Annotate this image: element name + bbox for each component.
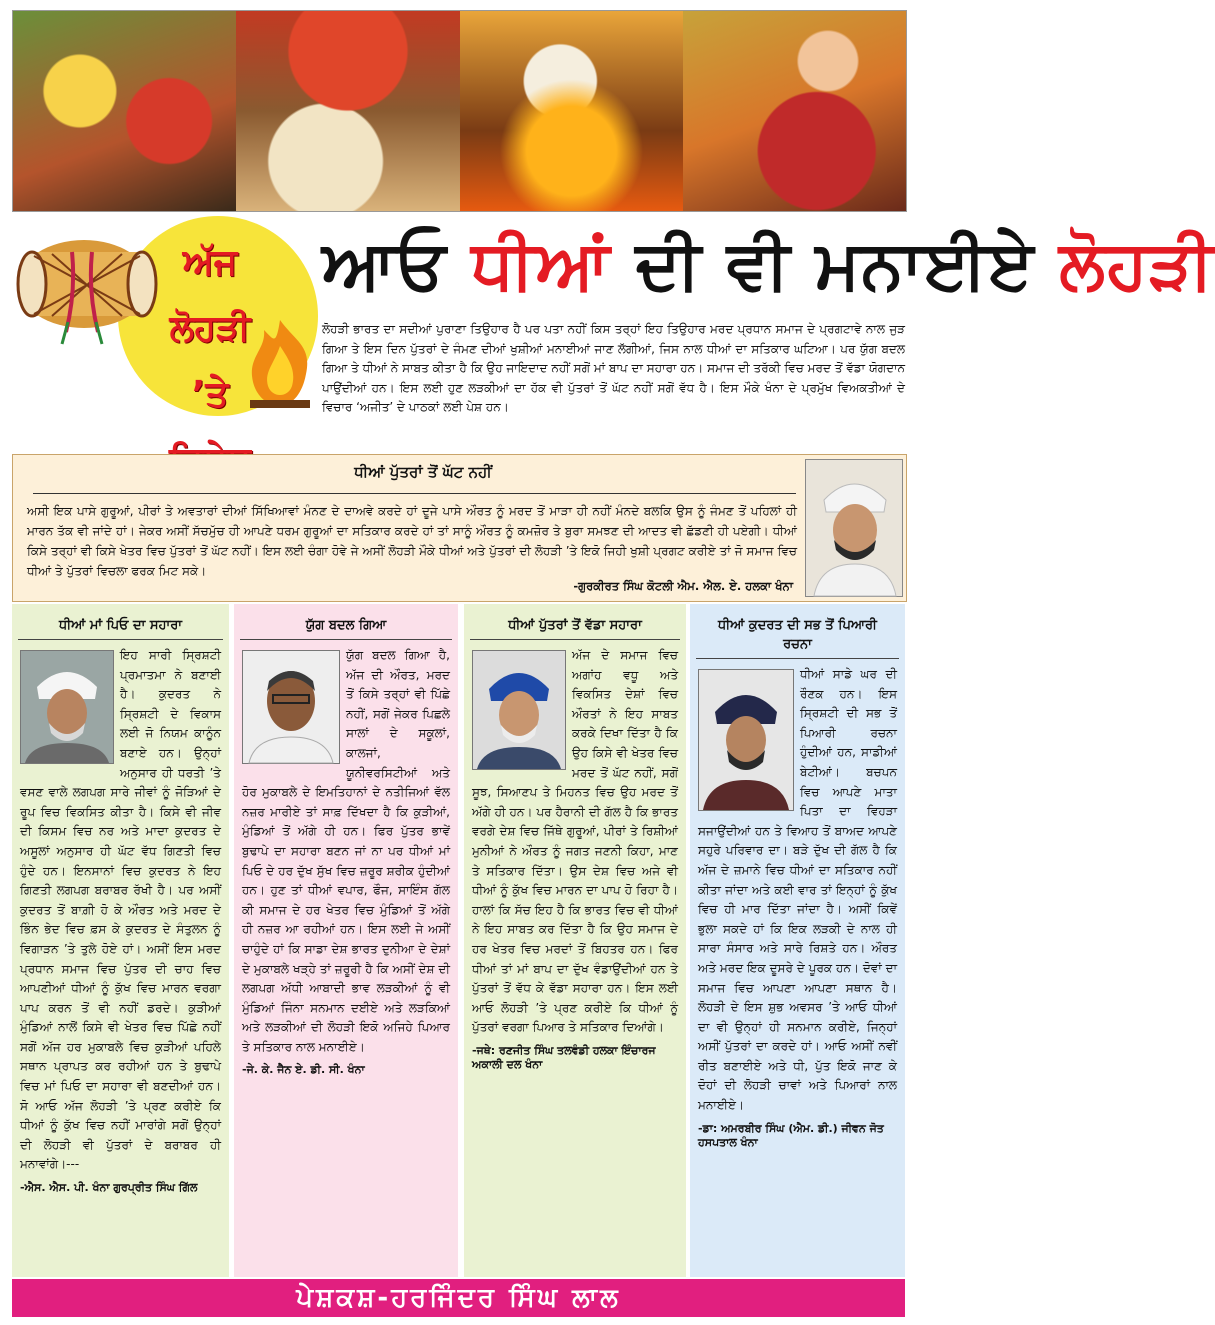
column-body: [472, 646, 678, 1038]
special-line: ’ਤੇ: [191, 374, 229, 415]
feature-box: [12, 454, 907, 602]
feature-text: ਅਸੀ ਇਕ ਪਾਸੇ ਗੁਰੂਆਂ, ਪੀਰਾਂ ਤੇ ਅਵਤਾਰਾਂ ਦੀਆਂ ਸਿੱਖਿਆਵਾਂ ਮੰਨਣ ਦੇ ਦਾਅਵੇ ਕਰਦੇ ਹਾਂ ਦੂਜੇ ਪਾਸੇ ਔਰਤ ਨੂੰ ਮਰਦ ਤੋਂ ਮਾੜਾ ਹੀ ਨਹੀਂ ਮੰਨਦੇ ਬਲਕਿ ਉਸ ਨੂੰ ਜੰਮਣ ਤੋਂ ਪਹਿਲਾਂ ਹੀ ਮਾਰਨ ਤੱਕ ਵੀ ਜਾਂਦੇ ਹਾਂ। ਜੇਕਰ ਅਸੀਂ ਸੱਚਮੁੱਚ ਹੀ ਆਪਣੇ ਧਰਮ ਗੁਰੂਆਂ ਦਾ ਸਤਿਕਾਰ ਕਰਦੇ ਹਾਂ ਤਾਂ ਸਾਨੂੰ ਔਰਤ ਨੂੰ ਕਮਜ਼ੋਰ ਤੇ ਬੁਰਾ ਸਮਝਣ ਦੀ ਆਦਤ ਵੀ ਛੱਡਣੀ ਹੀ ਪਏਗੀ। ਧੀਆਂ ਕਿਸੇ ਤਰ੍ਹਾਂ ਵੀ ਕਿਸੇ ਖੇਤਰ ਵਿਚ ਪੁੱਤਰਾਂ ਤੋਂ ਘੱਟ ਨਹੀਂ। ਇਸ ਲਈ ਚੰਗਾ ਹੋਵੇ ਜੇ ਅਸੀਂ ਲੋਹੜੀ ਮੌਕੇ ਧੀਆਂ ਅਤੇ ਪੁੱਤਰਾਂ ਦੀ ਲੋਹੜੀ ’ਤੇ ਇਕੋ ਜਿਹੀ ਖੁਸ਼ੀ ਪ੍ਰਗਟ ਕਰੀਏ ਤਾਂ ਜੋ ਸਮਾਜ ਵਿਚ ਧੀਆਂ ਤੇ ਪੁੱਤਰਾਂ ਵਿਚਲਾ ਫਰਕ ਮਿਟ ਸਕੇ।: [27, 504, 797, 578]
bonfire-dancer-photo: [683, 11, 906, 211]
portrait-photo: [20, 650, 114, 764]
portrait-photo: [472, 650, 566, 770]
column-text: ਧੀਆਂ ਸਾਡੇ ਘਰ ਦੀ ਰੌਣਕ ਹਨ। ਇਸ ਸ੍ਰਿਸ਼ਟੀ ਦੀ ਸਭ ਤੋਂ ਪਿਆਰੀ ਰਚਨਾ ਹੁੰਦੀਆਂ ਹਨ, ਸਾਡੀਆਂ ਬੇਟੀਆਂ। ਬਚਪਨ ਵਿਚ ਆਪਣੇ ਮਾਤਾ ਪਿਤਾ ਦਾ ਵਿਹੜਾ ਸਜਾਉਂਦੀਆਂ ਹਨ ਤੇ ਵਿਆਹ ਤੋਂ ਬਾਅਦ ਆਪਣੇ ਸਹੁਰੇ ਪਰਿਵਾਰ ਦਾ। ਬੜੇ ਦੁੱਖ ਦੀ ਗੱਲ ਹੈ ਕਿ ਅੱਜ ਦੇ ਜ਼ਮਾਨੇ ਵਿਚ ਧੀਆਂ ਦਾ ਸਤਿਕਾਰ ਨਹੀਂ ਕੀਤਾ ਜਾਂਦਾ ਅਤੇ ਕਈ ਵਾਰ ਤਾਂ ਇਨ੍ਹਾਂ ਨੂੰ ਕੁੱਖ ਵਿਚ ਹੀ ਮਾਰ ਦਿੱਤਾ ਜਾਂਦਾ ਹੈ। ਅਸੀਂ ਕਿਵੇਂ ਭੁਲਾ ਸਕਦੇ ਹਾਂ ਕਿ ਇਕ ਲੜਕੀ ਦੇ ਨਾਲ ਹੀ ਸਾਰਾ ਸੰਸਾਰ ਅਤੇ ਸਾਰੇ ਰਿਸ਼ਤੇ ਹਨ। ਔਰਤ ਅਤੇ ਮਰਦ ਇਕ ਦੂਸਰੇ ਦੇ ਪੂਰਕ ਹਨ। ਦੋਵਾਂ ਦਾ ਸਮਾਜ ਵਿਚ ਆਪਣਾ ਆਪਣਾ ਸਥਾਨ ਹੈ। ਲੋਹੜੀ ਦੇ ਇਸ ਸ਼ੁਭ ਅਵਸਰ ’ਤੇ ਆਓ ਧੀਆਂ ਦਾ ਵੀ ਉਨ੍ਹਾਂ ਹੀ ਸਨਮਾਨ ਕਰੀਏ, ਜਿਨ੍ਹਾਂ ਅਸੀਂ ਪੁੱਤਰਾਂ ਦਾ ਕਰਦੇ ਹਾਂ। ਆਓ ਅਸੀਂ ਨਵੀਂ ਰੀਤ ਬਣਾਈਏ ਅਤੇ ਧੀ, ਪੁੱਤ ਇਕੋ ਜਾਣ ਕੇ ਦੋਹਾਂ ਦੀ ਲੋਹੜੀ ਚਾਵਾਂ ਅਤੇ ਪਿਆਰਾਂ ਨਾਲ ਮਨਾਈਏ।: [698, 667, 897, 1113]
portrait-photo: [805, 459, 903, 597]
column-body: [242, 646, 450, 1057]
special-line: ਅੱਜ: [182, 242, 238, 283]
column-opinion-3: [464, 604, 686, 1277]
feature-signature: -ਗੁਰਕੀਰਤ ਸਿੰਘ ਕੋਟਲੀ ਐਮ. ਐਲ. ਏ. ਹਲਕਾ ਖੰਨਾ: [573, 579, 793, 593]
intro-paragraph: ਲੋਹੜੀ ਭਾਰਤ ਦਾ ਸਦੀਆਂ ਪੁਰਾਣਾ ਤਿਉਹਾਰ ਹੈ ਪਰ ਪਤਾ ਨਹੀਂ ਕਿਸ ਤਰ੍ਹਾਂ ਇਹ ਤਿਉਹਾਰ ਮਰਦ ਪ੍ਰਧਾਨ ਸਮਾਜ ਦੇ ਪ੍ਰਗਟਾਵੇ ਨਾਲ ਜੁੜ ਗਿਆ ਤੇ ਇਸ ਦਿਨ ਪੁੱਤਰਾਂ ਦੇ ਜੰਮਣ ਦੀਆਂ ਖੁਸ਼ੀਆਂ ਮਨਾਈਆਂ ਜਾਣ ਲੱਗੀਆਂ, ਜਿਸ ਨਾਲ ਧੀਆਂ ਦਾ ਸਤਿਕਾਰ ਘਟਿਆ। ਪਰ ਯੁੱਗ ਬਦਲ ਗਿਆ ਤੇ ਧੀਆਂ ਨੇ ਸਾਬਤ ਕੀਤਾ ਹੈ ਕਿ ਉਹ ਜਾਇਦਾਦ ਨਹੀਂ ਸਗੋਂ ਮਾਂ ਬਾਪ ਦਾ ਸਹਾਰਾ ਹਨ। ਸਮਾਜ ਦੀ ਤਰੱਕੀ ਵਿਚ ਮਰਦ ਤੋਂ ਵੱਡਾ ਯੋਗਦਾਨ ਪਾਉਂਦੀਆਂ ਹਨ। ਇਸ ਲਈ ਹੁਣ ਲੜਕੀਆਂ ਦਾ ਹੱਕ ਵੀ ਪੁੱਤਰਾਂ ਤੋਂ ਘੱਟ ਨਹੀਂ ਸਗੋਂ ਵੱਧ ਹੈ। ਇਸ ਮੌਕੇ ਖੰਨਾ ਦੇ ਪ੍ਰਮੁੱਖ ਵਿਅਕਤੀਆਂ ਦੇ ਵਿਚਾਰ ‘ਅਜੀਤ’ ਦੇ ਪਾਠਕਾਂ ਲਈ ਪੇਸ਼ ਹਨ।: [322, 322, 905, 415]
column-signature: -ਡਾ: ਅਮਰਬੀਰ ਸਿੰਘ (ਐਮ. ਡੀ.) ਜੀਵਨ ਜੋਤ ਹਸਪਤਾਲ ਖੰਨਾ: [698, 1121, 884, 1149]
lohri-photo-collage: [12, 10, 907, 212]
feature-title: ਧੀਆਂ ਪੁੱਤਰਾਂ ਤੋਂ ਘੱਟ ਨਹੀਂ: [354, 463, 492, 481]
column-title: ਧੀਆਂ ਪੁੱਤਰਾਂ ਤੋਂ ਵੱਡਾ ਸਹਾਰਾ: [470, 612, 680, 640]
dhol-drum-icon: [12, 222, 157, 347]
headline-highlight-lohri: ਲੋਹੜੀ: [1059, 226, 1215, 305]
column-body: [698, 665, 897, 1116]
column-signature: -ਐਸ. ਐਸ. ਪੀ. ਖੰਨਾ ਗੁਰਪ੍ਰੀਤ ਸਿੰਘ ਗਿੱਲ: [20, 1181, 198, 1195]
peanuts-and-sweets-photo: [236, 11, 459, 211]
column-title: ਧੀਆਂ ਮਾਂ ਪਿਓ ਦਾ ਸਹਾਰਾ: [18, 612, 223, 640]
column-opinion-1: [12, 604, 229, 1277]
headline-highlight-daughters: ਧੀਆਂ: [471, 226, 611, 305]
column-title: ਧੀਆਂ ਕੁਦਰਤ ਦੀ ਸਭ ਤੋਂ ਪਿਆਰੀ ਰਚਨਾ: [696, 612, 899, 659]
column-opinion-2: [234, 604, 458, 1277]
column-signature: -ਜੇ. ਕੇ. ਜੈਨ ਏ. ਡੀ. ਸੀ. ਖੰਨਾ: [242, 1063, 365, 1077]
portrait-photo: [242, 650, 340, 764]
presented-by-footer: ਪੇਸ਼ਕਸ਼-ਹਰਜਿੰਦਰ ਸਿੰਘ ਲਾਲ: [12, 1279, 905, 1317]
dancing-girls-photo: [13, 11, 236, 211]
feature-divider: [33, 493, 796, 494]
column-text: ਅੱਜ ਦੇ ਸਮਾਜ ਵਿਚ ਅਗਾਂਹ ਵਧੂ ਅਤੇ ਵਿਕਸਿਤ ਦੇਸ਼ਾਂ ਵਿਚ ਔਰਤਾਂ ਨੇ ਇਹ ਸਾਬਤ ਕਰਕੇ ਦਿਖਾ ਦਿੱਤਾ ਹੈ ਕਿ ਉਹ ਕਿਸੇ ਵੀ ਖੇਤਰ ਵਿਚ ਮਰਦ ਤੋਂ ਘੱਟ ਨਹੀਂ, ਸਗੋਂ ਸੂਝ, ਸਿਆਣਪ ਤੇ ਮਿਹਨਤ ਵਿਚ ਉਹ ਮਰਦ ਤੋਂ ਅੱਗੇ ਹੀ ਹਨ। ਪਰ ਹੈਰਾਨੀ ਦੀ ਗੱਲ ਹੈ ਕਿ ਭਾਰਤ ਵਰਗੇ ਦੇਸ਼ ਵਿਚ ਜਿੱਥੇ ਗੁਰੂਆਂ, ਪੀਰਾਂ ਤੇ ਰਿਸ਼ੀਆਂ ਮੁਨੀਆਂ ਨੇ ਔਰਤ ਨੂੰ ਜਗਤ ਜਣਨੀ ਕਿਹਾ, ਮਾਣ ਤੇ ਸਤਿਕਾਰ ਦਿੱਤਾ। ਉਸ ਦੇਸ਼ ਵਿਚ ਅਜੇ ਵੀ ਧੀਆਂ ਨੂੰ ਕੁੱਖ ਵਿਚ ਮਾਰਨ ਦਾ ਪਾਪ ਹੋ ਰਿਹਾ ਹੈ। ਹਾਲਾਂ ਕਿ ਸੱਚ ਇਹ ਹੈ ਕਿ ਭਾਰਤ ਵਿਚ ਵੀ ਧੀਆਂ ਨੇ ਇਹ ਸਾਬਤ ਕਰ ਦਿੱਤਾ ਹੈ ਕਿ ਉਹ ਸਮਾਜ ਦੇ ਹਰ ਖੇਤਰ ਵਿਚ ਮਰਦਾਂ ਤੋਂ ਬਿਹਤਰ ਹਨ। ਫਿਰ ਧੀਆਂ ਤਾਂ ਮਾਂ ਬਾਪ ਦਾ ਦੁੱਖ ਵੰਡਾਉਂਦੀਆਂ ਹਨ ਤੇ ਪੁੱਤਰਾਂ ਤੋਂ ਵੱਧ ਕੇ ਵੱਡਾ ਸਹਾਰਾ ਹਨ। ਇਸ ਲਈ ਆਓ ਲੋਹੜੀ ’ਤੇ ਪ੍ਰਣ ਕਰੀਏ ਕਿ ਧੀਆਂ ਨੂੰ ਪੁੱਤਰਾਂ ਵਰਗਾ ਪਿਆਰ ਤੇ ਸਤਿਕਾਰ ਦਿਆਂਗੇ।: [472, 648, 678, 1035]
headline-part: ਦੀ ਵੀ ਮਨਾਈਏ: [610, 226, 1060, 305]
special-line: ਲੋਹੜੀ: [169, 308, 251, 349]
column-title: ਯੁੱਗ ਬਦਲ ਗਿਆ: [240, 612, 452, 640]
column-signature: -ਜਥੇ: ਰਣਜੀਤ ਸਿੰਘ ਤਲਵੰਡੀ ਹਲਕਾ ਇੰਚਾਰਜ ਅਕਾਲੀ ਦਲ ਖੰਨਾ: [472, 1043, 656, 1071]
popcorn-bonfire-photo: [460, 11, 683, 211]
portrait-photo: [698, 669, 794, 811]
page-headline: [322, 226, 1215, 306]
column-text: ਇਹ ਸਾਰੀ ਸ੍ਰਿਸ਼ਟੀ ਪ੍ਰਮਾਤਮਾ ਨੇ ਬਣਾਈ ਹੈ। ਕੁਦਰਤ ਨੇ ਸ੍ਰਿਸ਼ਟੀ ਦੇ ਵਿਕਾਸ ਲਈ ਜੋ ਨਿਯਮ ਕਾਨੂੰਨ ਬਣਾਏ ਹਨ। ਉਨ੍ਹਾਂ ਅਨੁਸਾਰ ਹੀ ਧਰਤੀ ’ਤੇ ਵਸਣ ਵਾਲੇ ਲਗਪਗ ਸਾਰੇ ਜੀਵਾਂ ਨੂੰ ਜੋੜਿਆਂ ਦੇ ਰੂਪ ਵਿਚ ਵਿਕਸਿਤ ਕੀਤਾ ਹੈ। ਕਿਸੇ ਵੀ ਜੀਵ ਦੀ ਕਿਸਮ ਵਿਚ ਨਰ ਅਤੇ ਮਾਦਾ ਕੁਦਰਤ ਦੇ ਅਸੂਲਾਂ ਅਨੁਸਾਰ ਹੀ ਘੱਟ ਵੱਧ ਗਿਣਤੀ ਵਿਚ ਹੁੰਦੇ ਹਨ। ਇਨਸਾਨਾਂ ਵਿਚ ਕੁਦਰਤ ਨੇ ਇਹ ਗਿਣਤੀ ਲਗਪਗ ਬਰਾਬਰ ਰੱਖੀ ਹੈ। ਪਰ ਅਸੀਂ ਕੁਦਰਤ ਤੋਂ ਬਾਗ਼ੀ ਹੋ ਕੇ ਔਰਤ ਅਤੇ ਮਰਦ ਦੇ ਭਿੰਨ ਭੇਦ ਵਿਚ ਫ਼ਸ ਕੇ ਕੁਦਰਤ ਦੇ ਸੰਤੁਲਨ ਨੂੰ ਵਿਗਾੜਨ ’ਤੇ ਤੁਲੇ ਹੋਏ ਹਾਂ। ਅਸੀਂ ਇਸ ਮਰਦ ਪ੍ਰਧਾਨ ਸਮਾਜ ਵਿਚ ਪੁੱਤਰ ਦੀ ਚਾਹ ਵਿਚ ਆਪਣੀਆਂ ਧੀਆਂ ਨੂੰ ਕੁੱਖ ਵਿਚ ਮਾਰਨ ਵਰਗਾ ਪਾਪ ਕਰਨ ਤੋਂ ਵੀ ਨਹੀਂ ਡਰਦੇ। ਕੁੜੀਆਂ ਮੁੰਡਿਆਂ ਨਾਲੋਂ ਕਿਸੇ ਵੀ ਖੇਤਰ ਵਿਚ ਪਿੱਛੇ ਨਹੀਂ ਸਗੋਂ ਅੱਜ ਹਰ ਮੁਕਾਬਲੇ ਵਿਚ ਕੁੜੀਆਂ ਪਹਿਲੇ ਸਥਾਨ ਪ੍ਰਾਪਤ ਕਰ ਰਹੀਆਂ ਹਨ ਤੇ ਬੁਢਾਪੇ ਵਿਚ ਮਾਂ ਪਿਓ ਦਾ ਸਹਾਰਾ ਵੀ ਬਣਦੀਆਂ ਹਨ। ਸੋ ਆਓ ਅੱਜ ਲੋਹੜੀ ’ਤੇ ਪ੍ਰਣ ਕਰੀਏ ਕਿ ਧੀਆਂ ਨੂੰ ਕੁੱਖ ਵਿਚ ਨਹੀਂ ਮਾਰਾਂਗੇ ਸਗੋਂ ਉਨ੍ਹਾਂ ਦੀ ਲੋਹੜੀ ਵੀ ਪੁੱਤਰਾਂ ਦੇ ਬਰਾਬਰ ਹੀ ਮਨਾਵਾਂਗੇ।---: [20, 648, 221, 1172]
bonfire-icon: [240, 316, 320, 412]
column-text: ਯੁੱਗ ਬਦਲ ਗਿਆ ਹੈ, ਅੱਜ ਦੀ ਔਰਤ, ਮਰਦ ਤੋਂ ਕਿਸੇ ਤਰ੍ਹਾਂ ਵੀ ਪਿੱਛੇ ਨਹੀਂ, ਸਗੋਂ ਜੇਕਰ ਪਿਛਲੇ ਸਾਲਾਂ ਦੇ ਸਕੂਲਾਂ, ਕਾਲਜਾਂ, ਯੂਨੀਵਰਸਿਟੀਆਂ ਅਤੇ ਹੋਰ ਮੁਕਾਬਲੇ ਦੇ ਇਮਤਿਹਾਨਾਂ ਦੇ ਨਤੀਜਿਆਂ ਵੱਲ ਨਜ਼ਰ ਮਾਰੀਏ ਤਾਂ ਸਾਫ਼ ਦਿੱਖਦਾ ਹੈ ਕਿ ਕੁੜੀਆਂ, ਮੁੰਡਿਆਂ ਤੋਂ ਅੱਗੇ ਹੀ ਹਨ। ਫਿਰ ਪੁੱਤਰ ਭਾਵੇਂ ਬੁਢਾਪੇ ਦਾ ਸਹਾਰਾ ਬਣਨ ਜਾਂ ਨਾ ਪਰ ਧੀਆਂ ਮਾਂ ਪਿਓ ਦੇ ਹਰ ਦੁੱਖ ਸੁੱਖ ਵਿਚ ਜ਼ਰੂਰ ਸ਼ਰੀਕ ਹੁੰਦੀਆਂ ਹਨ। ਹੁਣ ਤਾਂ ਧੀਆਂ ਵਪਾਰ, ਫੌਜ, ਸਾਇੰਸ ਗੱਲ ਕੀ ਸਮਾਜ ਦੇ ਹਰ ਖੇਤਰ ਵਿਚ ਮੁੰਡਿਆਂ ਤੋਂ ਅੱਗੇ ਹੀ ਨਜ਼ਰ ਆ ਰਹੀਆਂ ਹਨ। ਇਸ ਲਈ ਜੇ ਅਸੀਂ ਚਾਹੁੰਦੇ ਹਾਂ ਕਿ ਸਾਡਾ ਦੇਸ਼ ਭਾਰਤ ਦੁਨੀਆ ਦੇ ਦੇਸ਼ਾਂ ਦੇ ਮੁਕਾਬਲੇ ਖੜ੍ਹੇ ਤਾਂ ਜ਼ਰੂਰੀ ਹੈ ਕਿ ਅਸੀਂ ਦੇਸ਼ ਦੀ ਲਗਪਗ ਅੱਧੀ ਆਬਾਦੀ ਭਾਵ ਲੜਕੀਆਂ ਨੂੰ ਵੀ ਮੁੰਡਿਆਂ ਜਿੰਨਾ ਸਨਮਾਨ ਦਈਏ ਅਤੇ ਲੜਕਿਆਂ ਅਤੇ ਲੜਕੀਆਂ ਦੀ ਲੋਹੜੀ ਇਕੋ ਅਜਿਹੇ ਪਿਆਰ ਤੇ ਸਤਿਕਾਰ ਨਾਲ ਮਨਾਈਏ।: [242, 648, 450, 1054]
column-body: [20, 646, 221, 1175]
column-opinion-4: [690, 604, 905, 1277]
headline-part: ਆਓ: [322, 226, 472, 305]
